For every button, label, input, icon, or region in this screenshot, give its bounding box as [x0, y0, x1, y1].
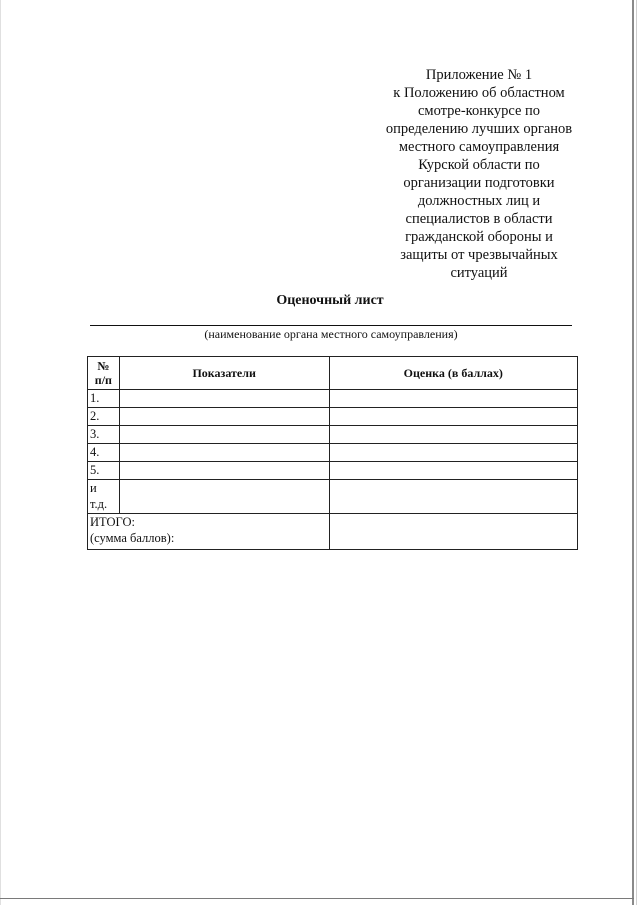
row-num: 1.	[88, 390, 120, 408]
header-indicators: Показатели	[119, 357, 329, 390]
row-indicator-cell[interactable]	[119, 462, 329, 480]
table-row	[88, 408, 578, 426]
row-num: 2.	[88, 408, 120, 426]
row-score-cell[interactable]	[329, 480, 577, 514]
row-score-cell[interactable]	[329, 426, 577, 444]
table-row-etc	[88, 480, 578, 514]
appendix-line: защиты от чрезвычайных	[400, 247, 558, 263]
row-indicator-cell[interactable]	[119, 408, 329, 426]
table-row	[88, 426, 578, 444]
score-table	[87, 356, 578, 550]
row-score-cell[interactable]	[329, 462, 577, 480]
header-num	[88, 357, 120, 390]
row-indicator-cell[interactable]	[119, 390, 329, 408]
appendix-note	[368, 66, 590, 282]
row-etc-label	[88, 480, 120, 514]
document-title: Оценочный лист	[276, 293, 384, 308]
row-num: 3.	[88, 426, 120, 444]
header-num-line1: №	[97, 359, 110, 373]
appendix-line: определению лучших органов	[385, 121, 573, 137]
scan-edge-right	[632, 0, 634, 905]
total-line2: (сумма баллов):	[90, 531, 175, 545]
scan-edge-right-inner	[636, 0, 637, 905]
appendix-line: Курской области по	[418, 157, 540, 173]
table-row	[88, 390, 578, 408]
table-row	[88, 462, 578, 480]
row-indicator-cell[interactable]	[119, 426, 329, 444]
row-etc-line2: т.д.	[90, 497, 108, 511]
appendix-line: ситуаций	[450, 265, 508, 281]
row-num: 5.	[88, 462, 120, 480]
appendix-line: к Положению об областном	[393, 85, 565, 101]
org-name-blank-line	[90, 325, 572, 326]
total-score-cell[interactable]	[329, 514, 577, 550]
appendix-line: специалистов в области	[405, 211, 553, 227]
row-score-cell[interactable]	[329, 408, 577, 426]
row-num: 4.	[88, 444, 120, 462]
appendix-line: организации подготовки	[403, 175, 555, 191]
total-line1: ИТОГО:	[90, 515, 135, 529]
appendix-line: должностных лиц и	[417, 193, 541, 209]
appendix-line: гражданской обороны и	[405, 229, 553, 245]
header-num-line2: п/п	[94, 373, 112, 387]
row-etc-line1: и	[90, 481, 97, 495]
appendix-line: Приложение № 1	[425, 67, 533, 83]
total-label	[88, 514, 330, 550]
row-score-cell[interactable]	[329, 444, 577, 462]
org-name-caption: (наименование органа местного самоуправления)	[204, 327, 458, 341]
scan-edge-left	[0, 0, 1, 905]
appendix-line: местного самоуправления	[398, 139, 560, 155]
header-score: Оценка (в баллах)	[329, 357, 577, 390]
row-indicator-cell[interactable]	[119, 444, 329, 462]
appendix-line: смотре-конкурсе по	[417, 103, 541, 119]
table-header-row	[88, 357, 578, 390]
table-row	[88, 444, 578, 462]
row-indicator-cell[interactable]	[119, 480, 329, 514]
scan-edge-bottom	[0, 898, 634, 899]
row-score-cell[interactable]	[329, 390, 577, 408]
table-row-total	[88, 514, 578, 550]
